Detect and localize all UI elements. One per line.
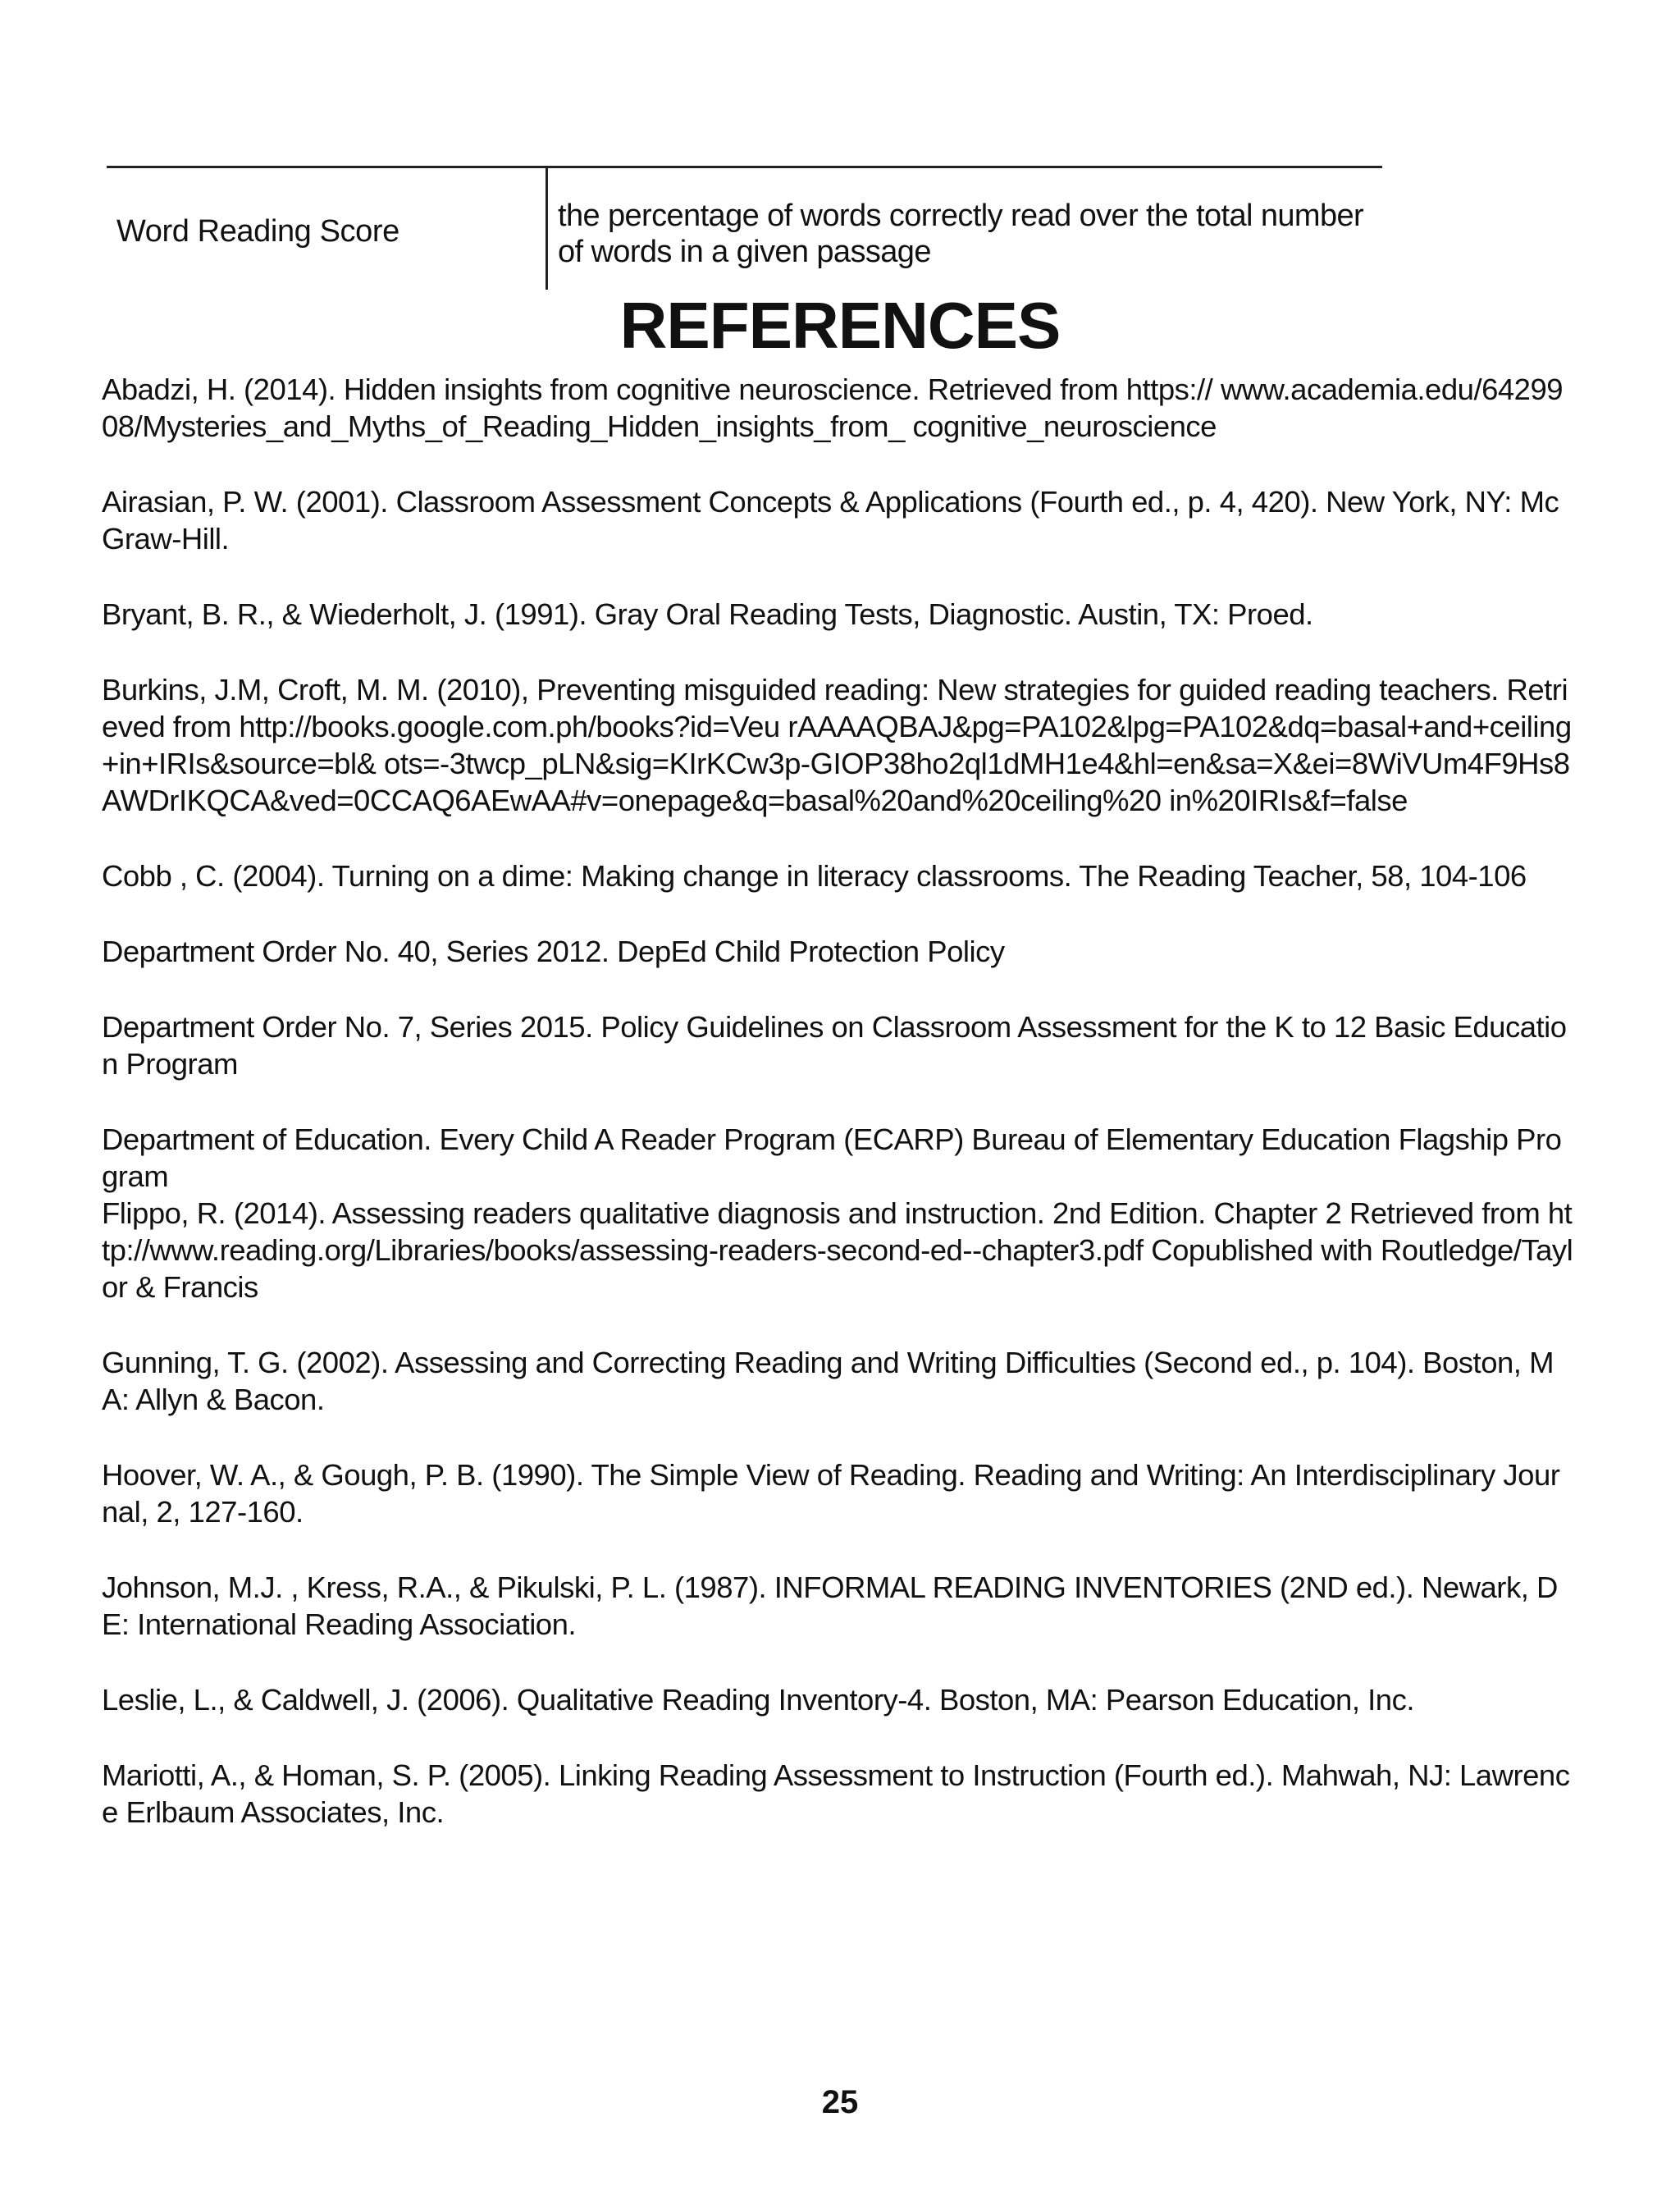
glossary-table-fragment — [107, 166, 1382, 290]
reference-item: Department of Education. Every Child A Reader Program (ECARP) Bureau of Elementary Education Flagship Program — [102, 1122, 1562, 1193]
reference-item: Cobb , C. (2004). Turning on a dime: Making change in literacy classrooms. The Reading Teacher, 58, 104-106 — [102, 859, 1527, 893]
reference-item: Flippo, R. (2014). Assessing readers qualitative diagnosis and instruction. 2nd Edition. Chapter 2 Retrieved from http://www.reading.org/Libraries/books/assessing-readers-second-ed--chapter3.pdf Copublished with Routledge/Taylor & Francis — [102, 1196, 1573, 1304]
reference-item: Department Order No. 7, Series 2015. Policy Guidelines on Classroom Assessment for the K to 12 Basic Education Program — [102, 1010, 1567, 1081]
references-heading: REFERENCES — [619, 289, 1061, 362]
reference-item: Johnson, M.J. , Kress, R.A., & Pikulski, P. L. (1987). INFORMAL READING INVENTORIES (2ND ed.). Newark, DE: International Reading Association. — [102, 1570, 1558, 1641]
glossary-term: Word Reading Score — [116, 214, 399, 249]
reference-item: Mariotti, A., & Homan, S. P. (2005). Linking Reading Assessment to Instruction (Fourth ed.). Mahwah, NJ: Lawrence Erlbaum Associates, Inc. — [102, 1758, 1570, 1829]
table-column-divider — [546, 168, 548, 290]
reference-item: Airasian, P. W. (2001). Classroom Assessment Concepts & Applications (Fourth ed., p. 4, 420). New York, NY: McGraw-Hill. — [102, 485, 1559, 556]
reference-list — [102, 371, 1574, 1869]
reference-item: Burkins, J.M, Croft, M. M. (2010), Preventing misguided reading: New strategies for guided reading teachers. Retrieved from http://books.google.com.ph/books?id=Veu rAAAAQBAJ&pg=PA102&lpg=PA102&dq=basal+and+ceiling+in+IRIs&source=bl& ots=-3twcp_pLN&sig=KIrKCw3p-GIOP38ho2ql1dMH1e4&hl=en&sa=X&ei=8WiVUm4F9Hs8AWDrIKQCA&ved=0CCAQ6AEwAA#v=onepage&q=basal%20and%20ceiling%20 in%20IRIs&f=false — [102, 673, 1572, 817]
reference-item: Hoover, W. A., & Gough, P. B. (1990). The Simple View of Reading. Reading and Writing: An Interdisciplinary Journal, 2, 127-160. — [102, 1458, 1560, 1529]
reference-item: Bryant, B. R., & Wiederholt, J. (1991). Gray Oral Reading Tests, Diagnostic. Austin, TX: Proed. — [102, 597, 1313, 631]
glossary-definition: the percentage of words correctly read over the total number of words in a given passage — [558, 199, 1364, 269]
reference-item: Gunning, T. G. (2002). Assessing and Correcting Reading and Writing Difficulties (Second ed., p. 104). Boston, MA: Allyn & Bacon. — [102, 1346, 1554, 1416]
reference-item: Department Order No. 40, Series 2012. DepEd Child Protection Policy — [102, 935, 1005, 968]
reference-item: Abadzi, H. (2014). Hidden insights from cognitive neuroscience. Retrieved from https:// www.academia.edu/6429908/Mysteries_and_Myths_of_Reading_Hidden_insights_from_ cognitive_neuroscience — [102, 373, 1564, 443]
page-number: 25 — [821, 2084, 859, 2120]
reference-item: Leslie, L., & Caldwell, J. (2006). Qualitative Reading Inventory-4. Boston, MA: Pearson Education, Inc. — [102, 1683, 1414, 1717]
